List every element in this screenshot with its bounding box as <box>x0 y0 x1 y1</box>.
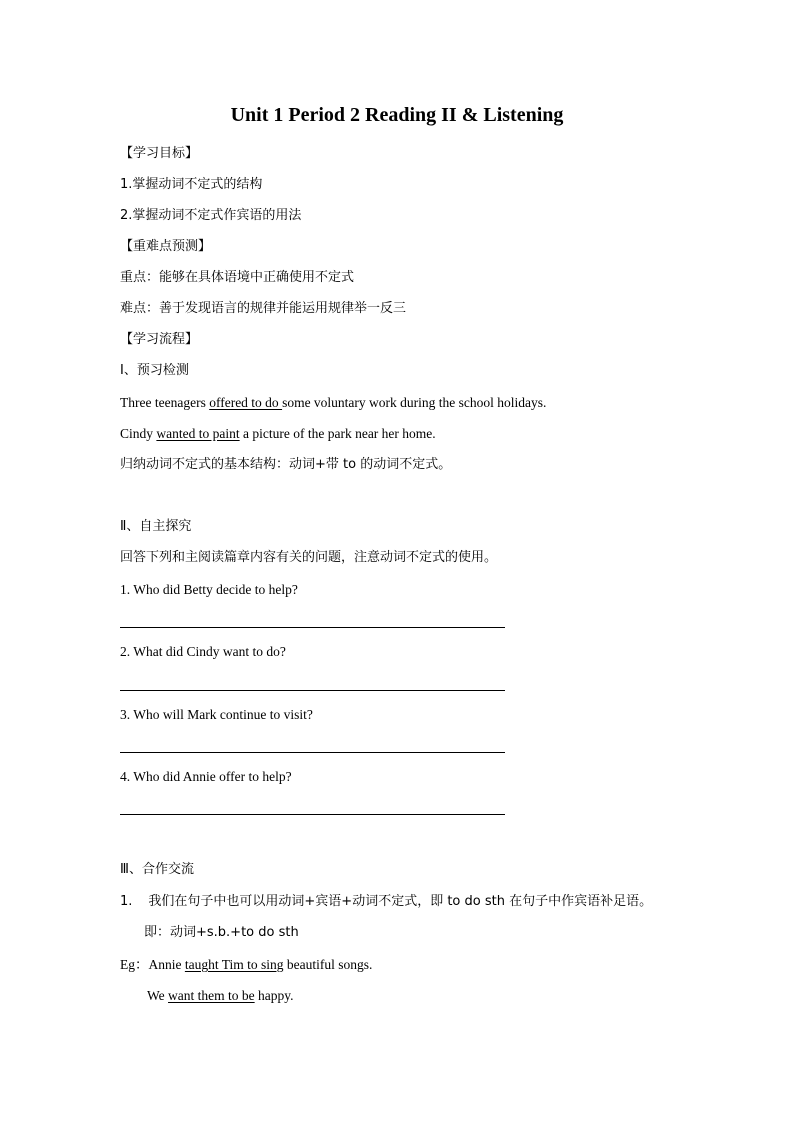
question-3: 3. Who will Mark continue to visit? <box>120 707 313 722</box>
sentence-text: some voluntary work during the school holidays. <box>282 395 547 410</box>
example-eg-1 <box>120 956 372 974</box>
section3-heading: Ⅲ、合作交流 <box>120 862 194 877</box>
objective-item-2: 2.掌握动词不定式作宾语的用法 <box>120 208 302 223</box>
sentence-text: Three teenagers <box>120 395 210 410</box>
question-1: 1. Who did Betty decide to help? <box>120 582 298 597</box>
underlined-phrase: offered to do <box>209 395 283 410</box>
structure-summary: 归纳动词不定式的基本结构：动词+带 to 的动词不定式。 <box>120 457 452 472</box>
sentence-text: beautiful songs. <box>283 957 373 972</box>
key-point-difficult: 难点：善于发现语言的规律并能运用规律举一反三 <box>120 301 407 316</box>
formula: 即：动词+s.b.+to do sth <box>144 925 299 940</box>
objectives-heading: 【学习目标】 <box>120 146 199 161</box>
question-4: 4. Who did Annie offer to help? <box>120 769 292 784</box>
underlined-phrase: taught Tim to sing <box>184 957 284 972</box>
example-sentence-1 <box>120 394 546 412</box>
process-heading: 【学习流程】 <box>120 332 199 347</box>
example-eg-2 <box>147 987 294 1005</box>
section2-intro: 回答下列和主阅读篇章内容有关的问题，注意动词不定式的使用。 <box>120 550 498 565</box>
key-points-heading: 【重难点预测】 <box>120 239 212 254</box>
item-number: 1. <box>120 894 133 909</box>
answer-line-3[interactable] <box>120 752 505 753</box>
answer-line-2[interactable] <box>120 690 505 691</box>
sentence-text: a picture of the park near her home. <box>239 426 436 441</box>
example-sentence-2 <box>120 425 436 443</box>
question-2: 2. What did Cindy want to do? <box>120 644 286 659</box>
answer-line-4[interactable] <box>120 814 505 815</box>
answer-line-1[interactable] <box>120 627 505 628</box>
underlined-phrase: want them to be <box>168 988 255 1003</box>
section3-item-1 <box>120 893 652 911</box>
sentence-text: We <box>147 988 169 1003</box>
sentence-text: happy. <box>254 988 294 1003</box>
document-title: Unit 1 Period 2 Reading II & Listening <box>230 104 564 126</box>
key-point-important: 重点：能够在具体语境中正确使用不定式 <box>120 270 355 285</box>
section1-heading: Ⅰ、预习检测 <box>120 363 189 378</box>
item-text: 我们在句子中也可以用动词+宾语+动词不定式，即 to do sth 在句子中作宾语补足语。 <box>148 894 653 909</box>
underlined-phrase: wanted to paint <box>156 426 240 441</box>
objective-item-1: 1.掌握动词不定式的结构 <box>120 177 263 192</box>
sentence-text: Cindy <box>120 426 157 441</box>
sentence-text: Eg：Annie <box>120 957 185 972</box>
section2-heading: Ⅱ、自主探究 <box>120 519 192 534</box>
